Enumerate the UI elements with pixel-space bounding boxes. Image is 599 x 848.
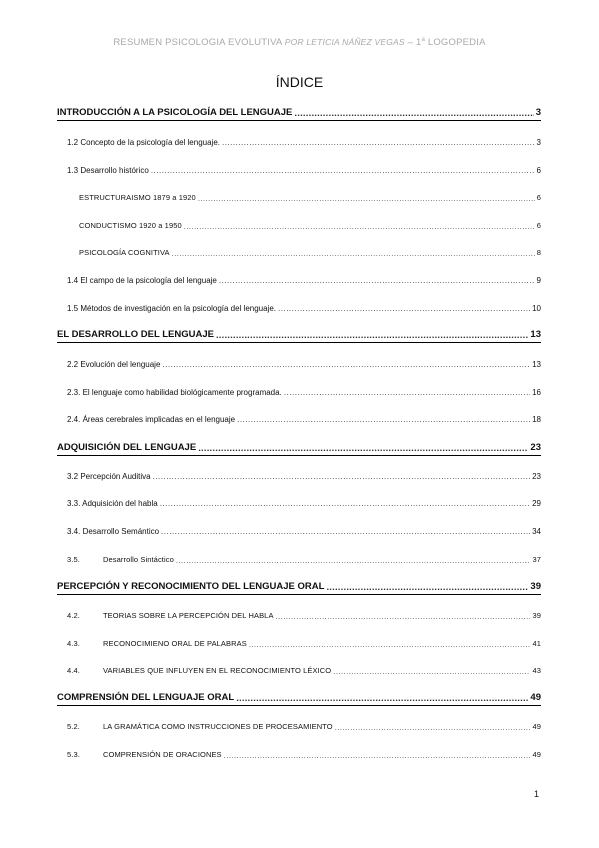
toc-dot-leader	[335, 717, 531, 731]
toc-entry[interactable]	[67, 661, 541, 675]
toc-dot-leader	[276, 606, 531, 620]
toc-entry-page: 37	[532, 555, 541, 564]
toc-dot-leader	[326, 578, 528, 592]
toc-entry[interactable]	[67, 271, 541, 285]
toc-entry-label: 3.3. Adquisición del habla	[67, 499, 158, 508]
header-course: LOGOPEDIA	[425, 37, 486, 49]
toc-entry[interactable]	[67, 606, 541, 620]
toc-dot-leader	[172, 243, 535, 257]
toc-entry[interactable]	[57, 578, 541, 592]
toc-entry-page: 49	[532, 750, 541, 759]
toc-dot-leader	[160, 494, 530, 508]
toc-entry-page: 13	[532, 360, 541, 369]
toc-entry-label: PERCEPCIÓN Y RECONOCIMIENTO DEL LENGUAJE ORAL	[57, 581, 325, 592]
toc-dot-leader	[278, 299, 530, 313]
toc-entry-number: 5.3.	[67, 750, 80, 759]
toc-entry-page: 34	[532, 527, 541, 536]
toc-entry-label: EL DESARROLLO DEL LENGUAJE	[57, 329, 214, 340]
header-author: POR LETICIA NÁÑEZ VEGAS	[284, 37, 405, 48]
toc-entry-page: 49	[532, 722, 541, 731]
page-title: ÍNDICE	[275, 74, 324, 90]
toc-dot-leader	[237, 410, 530, 424]
toc-entry-label: ESTRUCTURAISMO 1879 a 1920	[79, 193, 196, 202]
toc-entry-label: CONDUCTISMO 1920 a 1950	[79, 221, 182, 230]
toc-entry-label: 3.4. Desarrollo Semántico	[67, 527, 160, 536]
section-divider	[57, 342, 541, 343]
toc-dot-leader	[176, 550, 531, 564]
toc-entry-number: 4.4.	[67, 666, 80, 675]
toc-dot-leader	[222, 133, 535, 147]
toc-entry-page: 41	[532, 639, 541, 648]
toc-entry-page: 39	[532, 611, 541, 620]
toc-entry[interactable]	[57, 104, 541, 118]
toc-entry-label: 1.5 Métodos de investigación en la psicología del lenguaje.	[67, 304, 277, 313]
toc-dot-leader	[249, 634, 531, 648]
toc-entry-page: 3	[535, 107, 541, 118]
toc-entry[interactable]	[57, 326, 541, 340]
toc-entry-number: 4.2.	[67, 611, 80, 620]
toc-dot-leader	[333, 661, 530, 675]
header-title: RESUMEN PSICOLOGIA EVOLUTIVA	[113, 37, 285, 49]
toc-dot-leader	[236, 689, 528, 703]
toc-entry[interactable]	[67, 494, 541, 508]
toc-entry-label: COMPRENSIÓN DEL LENGUAJE ORAL	[57, 692, 235, 703]
toc-entry-page: 8	[536, 248, 541, 257]
toc-entry-page: 39	[530, 581, 541, 592]
toc-dot-leader	[184, 216, 535, 230]
toc-dot-leader	[219, 271, 535, 285]
toc-entry-label: PSICOLOGÍA COGNITIVA	[79, 248, 170, 257]
section-divider	[57, 705, 541, 706]
toc-entry[interactable]	[67, 717, 541, 731]
toc-entry-label: 1.4 El campo de la psicología del lenguaje	[67, 276, 217, 285]
toc-entry[interactable]	[67, 522, 541, 536]
page-number: 1	[534, 789, 540, 799]
toc-entry-label: 2.4. Áreas cerebrales implicadas en el lenguaje	[67, 415, 236, 424]
toc-entry[interactable]	[67, 745, 541, 759]
toc-dot-leader	[151, 161, 535, 175]
toc-entry-page: 13	[530, 329, 541, 340]
toc-entry-page: 18	[532, 415, 541, 424]
toc-entry[interactable]	[67, 133, 541, 147]
toc-entry-page: 6	[536, 166, 541, 175]
toc-entry[interactable]	[67, 355, 541, 369]
section-divider	[57, 120, 541, 121]
header-year-sup: a	[421, 37, 425, 43]
toc-entry-label: COMPRENSIÓN DE ORACIONES	[103, 750, 222, 759]
toc-entry-label: LA GRAMÁTICA COMO INSTRUCCIONES DE PROCESAMIENTO	[103, 722, 333, 731]
toc-entry[interactable]	[79, 216, 541, 230]
toc-entry-number: 4.3.	[67, 639, 80, 648]
toc-entry[interactable]	[67, 467, 541, 481]
header-year: – 1	[404, 37, 422, 49]
toc-dot-leader	[198, 439, 528, 453]
toc-dot-leader	[284, 383, 530, 397]
toc-entry-page: 6	[536, 193, 541, 202]
toc-entry-page: 29	[532, 499, 541, 508]
toc-entry-label: Desarrollo Sintáctico	[103, 555, 174, 564]
toc-entry[interactable]	[67, 161, 541, 175]
toc-entry-label: 2.2 Evolución del lenguaje	[67, 360, 161, 369]
toc-entry[interactable]	[67, 550, 541, 564]
toc-dot-leader	[294, 104, 533, 118]
toc-entry-page: 9	[536, 276, 541, 285]
toc-entry-page: 49	[530, 692, 541, 703]
toc-entry[interactable]	[67, 410, 541, 424]
toc-entry-label: 3.2 Percepción Auditiva	[67, 472, 151, 481]
toc-entry-label: RECONOCIMIENO ORAL DE PALABRAS	[103, 639, 247, 648]
toc-entry-page: 6	[536, 221, 541, 230]
toc-dot-leader	[162, 355, 530, 369]
toc-entry[interactable]	[79, 243, 541, 257]
toc-entry-number: 5.2.	[67, 722, 80, 731]
toc-entry-label: 1.3 Desarrollo histórico	[67, 166, 149, 175]
toc-entry-label: INTRODUCCIÓN A LA PSICOLOGÍA DEL LENGUAJE	[57, 107, 293, 118]
toc-dot-leader	[153, 467, 530, 481]
toc-entry-page: 23	[530, 442, 541, 453]
toc-dot-leader	[224, 745, 531, 759]
toc-entry-page: 23	[532, 472, 541, 481]
toc-entry[interactable]	[67, 634, 541, 648]
toc-entry-label: ADQUISICIÓN DEL LENGUAJE	[57, 442, 197, 453]
toc-entry-label: VARIABLES QUE INFLUYEN EN EL RECONOCIMIENTO LÉXICO	[103, 666, 332, 675]
toc-entry-page: 43	[532, 666, 541, 675]
toc-dot-leader	[198, 188, 535, 202]
section-divider	[57, 455, 541, 456]
toc-entry[interactable]	[57, 439, 541, 453]
toc-entry[interactable]	[67, 383, 541, 397]
toc-entry[interactable]	[79, 188, 541, 202]
toc-entry-page: 16	[532, 388, 541, 397]
toc-entry-label: TEORIAS SOBRE LA PERCEPCIÓN DEL HABLA	[103, 611, 274, 620]
toc-entry[interactable]	[57, 689, 541, 703]
toc-dot-leader	[161, 522, 530, 536]
toc-entry-label: 2.3. El lenguaje como habilidad biológicamente programada.	[67, 388, 282, 397]
section-divider	[57, 594, 541, 595]
toc-entry-label: 1.2 Concepto de la psicología del lenguaje.	[67, 138, 220, 147]
toc-entry-number: 3.5.	[67, 555, 80, 564]
toc-dot-leader	[216, 326, 528, 340]
toc-entry[interactable]	[67, 299, 541, 313]
toc-entry-page: 10	[532, 304, 541, 313]
toc-entry-page: 3	[536, 138, 541, 147]
